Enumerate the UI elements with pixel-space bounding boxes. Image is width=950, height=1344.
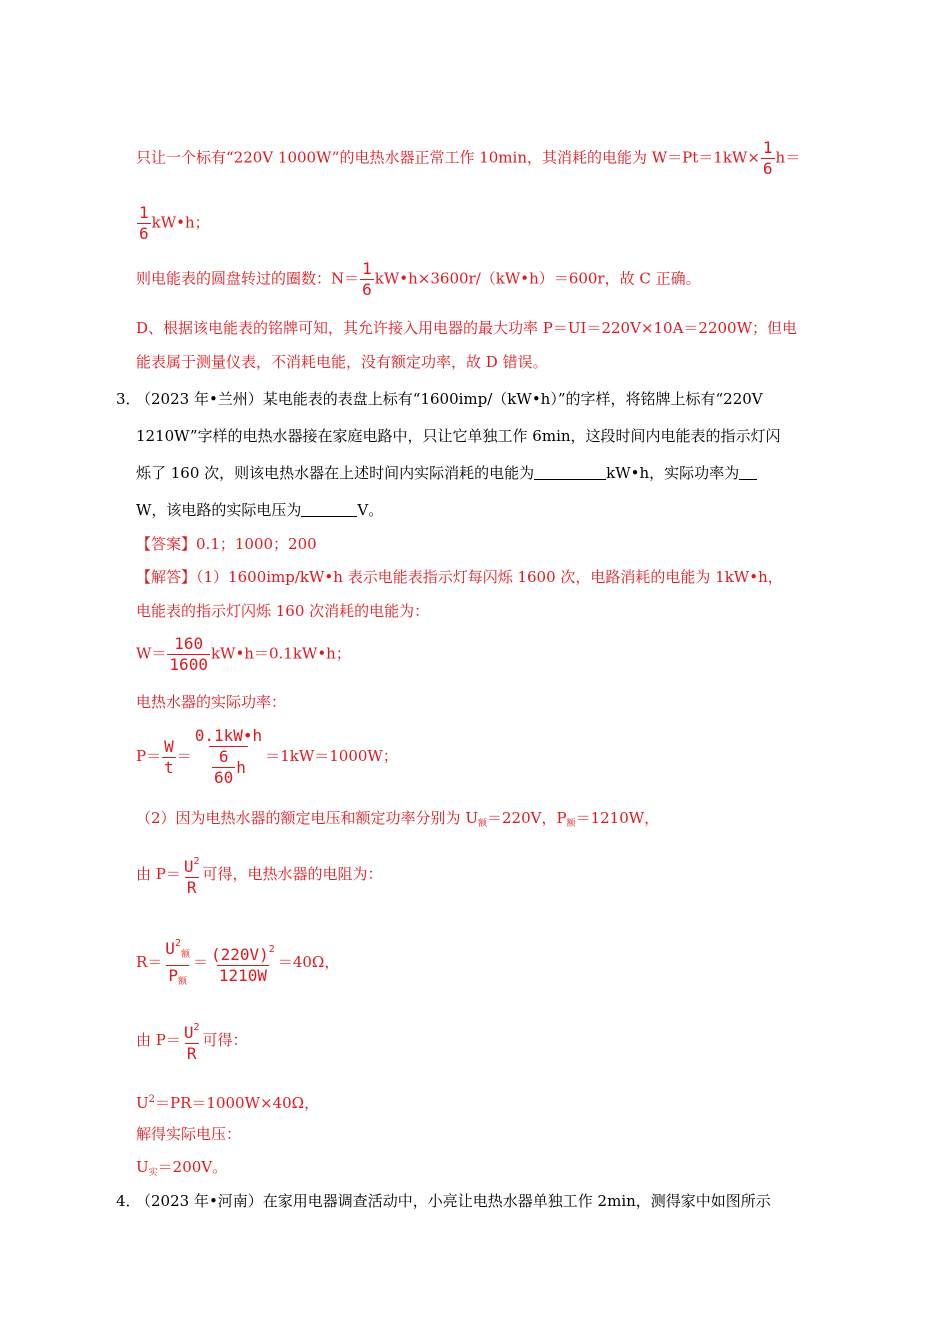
formula-text: ＝ bbox=[176, 747, 192, 765]
question-4-number: 4． bbox=[116, 1192, 141, 1210]
formula-text: ＝PR＝1000W×40Ω， bbox=[155, 1094, 320, 1112]
symbol-u: U bbox=[183, 857, 194, 876]
fraction-220v2-over-1210w bbox=[209, 940, 277, 986]
result-line bbox=[136, 1157, 227, 1183]
answer-line bbox=[136, 534, 317, 554]
fraction-numerator: W bbox=[164, 736, 174, 756]
fraction-one-sixth bbox=[761, 138, 775, 179]
solution-text: kW•h×3600r/（kW•h）＝600r，故 C 正确。 bbox=[374, 269, 701, 288]
fraction-denominator: 1600 bbox=[169, 655, 208, 674]
fraction-w-over-t bbox=[162, 737, 176, 778]
solution-text: h＝ bbox=[775, 148, 801, 167]
subscript-rated: 额 bbox=[566, 819, 576, 829]
solution-text: 只让一个标有“220V 1000W”的电热水器正常工作 10min，其消耗的电能为 W＝Pt＝1kW× bbox=[136, 148, 760, 167]
subscript-actual: 实 bbox=[148, 1168, 158, 1178]
formula-text: 由 P＝ bbox=[136, 1031, 181, 1049]
question-text: W，该电路的实际电压为 bbox=[136, 501, 302, 519]
solution-line-energy bbox=[136, 138, 800, 179]
fraction-6-60 bbox=[212, 747, 235, 788]
fraction-urated2-over-prated bbox=[163, 934, 192, 992]
fraction-u2-over-r bbox=[182, 852, 202, 898]
symbol-u: U bbox=[136, 1094, 149, 1112]
answer-label: 【答案】 bbox=[136, 535, 197, 553]
analysis-label: 【解答】 bbox=[136, 568, 197, 586]
fraction-denominator: t bbox=[164, 757, 174, 777]
solution-line-energy-cont bbox=[136, 203, 210, 244]
fraction-denominator bbox=[209, 746, 248, 788]
formula-resistance: R＝ $\frac{U^2_额}{P_额}$ ＝ $\frac{(220V)^2}{1210W}$ ＝40Ω， bbox=[136, 934, 339, 992]
question-3-line-1: （2023 年•兰州）某电能表的表盘上标有“1600imp/（kW•h）”的字样，将铭牌上标有“220V bbox=[136, 390, 763, 408]
symbol-u: U bbox=[136, 1158, 149, 1176]
formula-u-squared bbox=[136, 1090, 319, 1113]
fraction-numerator: 160 bbox=[174, 634, 204, 653]
question-text: kW•h，实际功率为 bbox=[606, 464, 740, 482]
fraction-one-sixth bbox=[137, 203, 151, 244]
formula-text: ＝40Ω， bbox=[277, 953, 340, 971]
part-2-intro bbox=[136, 808, 659, 834]
subscript-rated: 额 bbox=[177, 977, 187, 987]
formula-text: P＝ bbox=[136, 747, 162, 765]
formula-text: ＝1210W， bbox=[575, 809, 660, 827]
formula-energy bbox=[136, 634, 351, 675]
fraction-numerator: 1 bbox=[762, 138, 773, 157]
formula-text: ＝220V，P bbox=[486, 809, 567, 827]
fraction-numerator: 1 bbox=[362, 259, 372, 278]
superscript-2: 2 bbox=[268, 944, 275, 955]
symbol-u: U bbox=[165, 939, 175, 958]
answer-blank-energy bbox=[534, 463, 606, 480]
formula-from-p-1 bbox=[136, 852, 383, 898]
fraction-u2-over-r bbox=[182, 1018, 202, 1064]
fraction-numerator: 6 bbox=[218, 747, 229, 766]
question-3-line-3 bbox=[136, 463, 757, 483]
symbol-p: P bbox=[168, 966, 178, 985]
formula-power bbox=[136, 726, 398, 788]
fraction-one-sixth bbox=[360, 259, 374, 300]
solve-line: 解得实际电压： bbox=[136, 1125, 242, 1143]
answer-blank-voltage bbox=[301, 500, 357, 517]
formula-from-p-2 bbox=[136, 1018, 248, 1064]
fraction-denominator: 6 bbox=[139, 224, 149, 243]
symbol-u: U bbox=[183, 1023, 194, 1042]
fraction-numerator: (220V) bbox=[211, 945, 269, 964]
fraction-denominator: R bbox=[186, 1044, 197, 1063]
formula-text: R＝ bbox=[136, 953, 163, 971]
fraction-denominator: 1210W bbox=[218, 966, 267, 985]
formula-text: （2）因为电热水器的额定电压和额定功率分别为 U bbox=[136, 809, 478, 827]
analysis-line-1 bbox=[136, 567, 783, 587]
analysis-text: （1）1600imp/kW•h 表示电能表指示灯每闪烁 1600 次，电路消耗的电能为 1kW•h， bbox=[196, 568, 783, 586]
subscript-rated: 额 bbox=[477, 819, 487, 829]
formula-text: ＝1kW＝1000W； bbox=[265, 747, 398, 765]
power-intro: 电热水器的实际功率： bbox=[136, 693, 287, 711]
superscript-2: 2 bbox=[193, 856, 200, 867]
fraction-denominator: R bbox=[186, 878, 197, 897]
fraction-compound bbox=[193, 726, 264, 788]
fraction-denominator: 6 bbox=[762, 159, 773, 178]
formula-text: kW•h＝0.1kW•h； bbox=[210, 644, 351, 663]
solution-text: kW•h； bbox=[151, 213, 210, 232]
superscript-2: 2 bbox=[148, 1094, 156, 1105]
unit-hour: h bbox=[236, 757, 246, 777]
fraction-160-1600 bbox=[167, 634, 210, 675]
solution-text: 则电能表的圆盘转过的圈数：N＝ bbox=[136, 269, 360, 288]
question-3-line-4 bbox=[136, 500, 383, 520]
question-3-line-2: 1210W”字样的电热水器接在家庭电路中，只让它单独工作 6min，这段时间内电能表的指示灯闪 bbox=[136, 427, 781, 445]
formula-text: ＝200V。 bbox=[157, 1158, 228, 1176]
formula-text: 由 P＝ bbox=[136, 865, 181, 883]
formula-text: W＝ bbox=[136, 644, 167, 663]
fraction-denominator: 60 bbox=[214, 768, 234, 787]
formula-text: 可得： bbox=[202, 1031, 248, 1049]
superscript-2: 2 bbox=[193, 1022, 200, 1033]
fraction-denominator: 6 bbox=[362, 280, 372, 299]
solution-line-turns bbox=[136, 259, 701, 300]
solution-line-d: D、根据该电能表的铭牌可知，其允许接入用电器的最大功率 P＝UI＝220V×10A＝2200W；但电 bbox=[136, 319, 797, 337]
superscript-2: 2 bbox=[174, 938, 181, 949]
solution-line-d-cont: 能表属于测量仪表，不消耗电能，没有额定功率，故 D 错误。 bbox=[136, 353, 548, 371]
question-4-line-1: （2023 年•河南）在家用电器调查活动中，小亮让电热水器单独工作 2min，测得家中如图所示 bbox=[136, 1192, 771, 1210]
analysis-line-2: 电能表的指示灯闪烁 160 次消耗的电能为： bbox=[136, 602, 430, 620]
subscript-rated: 额 bbox=[180, 950, 190, 960]
answer-blank-power bbox=[739, 463, 757, 480]
question-3-number: 3． bbox=[116, 390, 141, 408]
question-text: 烁了 160 次，则该电热水器在上述时间内实际消耗的电能为 bbox=[136, 464, 535, 482]
answer-text: 0.1；1000；200 bbox=[196, 535, 317, 553]
fraction-numerator: 0.1kW•h bbox=[194, 726, 263, 745]
formula-text: 可得，电热水器的电阻为： bbox=[202, 865, 383, 883]
question-text: V。 bbox=[357, 501, 384, 519]
fraction-numerator: 1 bbox=[139, 203, 149, 222]
